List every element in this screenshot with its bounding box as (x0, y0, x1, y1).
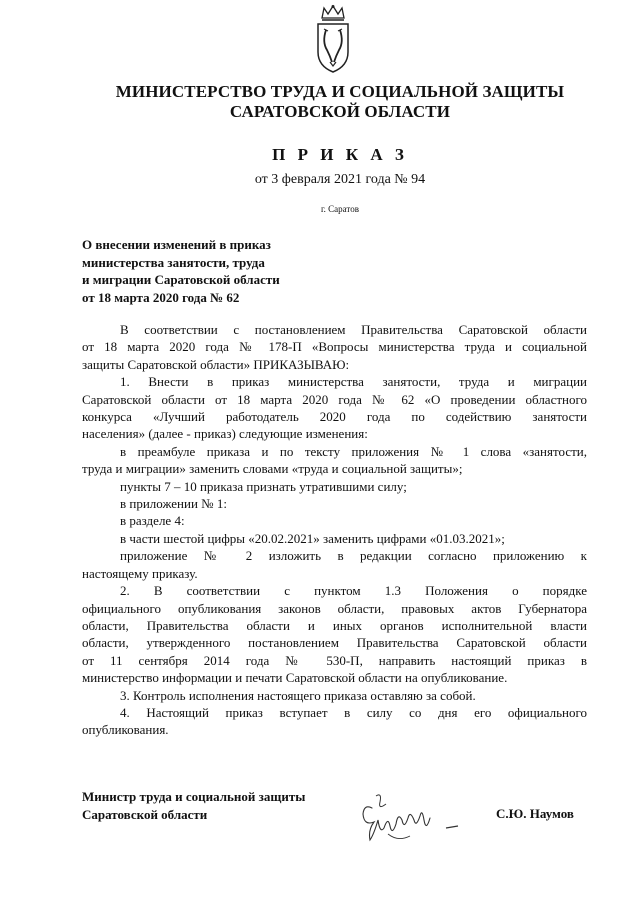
body-line: труда и миграции» заменить словами «труда и социальной защиты»; (82, 461, 463, 477)
signatory-title (82, 788, 305, 824)
body-line: В соответствии с постановлением Правительства Саратовской области (120, 322, 587, 337)
subject-line: министерства занятости, труда (82, 254, 265, 270)
body-line: конкурса «Лучший работодатель 2020 года по содействию занятости (82, 409, 587, 425)
body-line: от 11 сентября 2014 года № 530-П, направить настоящий приказ в (82, 652, 587, 668)
body-line: области, Правительства области и иных органов исполнительной власти (82, 617, 587, 633)
body-line: от 18 марта 2020 года № 178-П «Вопросы министерства труда и социальной (82, 339, 587, 355)
body-line: 4. Настоящий приказ вступает в силу со дня его официального (120, 704, 587, 720)
body-line: настоящему приказу. (82, 565, 198, 581)
subject-line: и миграции Саратовской области (82, 272, 280, 287)
subject-line: от 18 марта 2020 года № 62 (82, 289, 240, 305)
body-line: приложение № 2 изложить в редакции согласно приложению к (120, 548, 587, 564)
body-line: в разделе 4: (120, 513, 185, 529)
body-line: в части шестой цифры «20.02.2021» заменить цифрами «01.03.2021»; (120, 530, 505, 546)
handwritten-signature (358, 790, 468, 848)
body-line: в преамбуле приказа и по тексту приложения № 1 слова «занятости, (120, 443, 587, 459)
signatory-title-line2: Саратовской области (82, 807, 208, 822)
body-line: министерство информации и печати Саратовской области на опубликование. (82, 670, 508, 686)
ministry-name (60, 82, 620, 122)
body-line: официального опубликования законов области, правовых актов Губернатора (82, 600, 587, 616)
coat-of-arms-icon (310, 4, 356, 76)
body-line: 1. Внести в приказ министерства занятости, труда и миграции (120, 374, 587, 390)
order-subject (82, 236, 280, 306)
order-body (82, 321, 587, 739)
body-line: пункты 7 – 10 приказа признать утратившими силу; (120, 478, 407, 494)
body-line: 3. Контроль исполнения настоящего приказа оставляю за собой. (120, 687, 476, 703)
body-line: области, утвержденного постановлением Правительства Саратовской области (82, 635, 587, 651)
body-line: в приложении № 1: (120, 496, 227, 512)
signer-name: С.Ю. Наумов (496, 806, 574, 821)
body-line: населения» (далее - приказ) следующие изменения: (82, 426, 368, 442)
order-title: П Р И К А З (272, 145, 408, 164)
signatory-title-line1: Министр труда и социальной защиты (82, 789, 306, 804)
body-line: защиты Саратовской области» ПРИКАЗЫВАЮ: (82, 356, 350, 372)
body-line: Саратовской области от 18 марта 2020 года № 62 «О проведении областного (82, 391, 587, 407)
ministry-name-line1: МИНИСТЕРСТВО ТРУДА И СОЦИАЛЬНОЙ ЗАЩИТЫ (115, 82, 565, 101)
body-line: опубликования. (82, 722, 169, 738)
body-line: 2. В соответствии с пунктом 1.3 Положения о порядке (120, 583, 587, 599)
order-date: от 3 февраля 2021 года № 94 (254, 172, 426, 187)
ministry-name-line2: САРАТОВСКОЙ ОБЛАСТИ (229, 102, 451, 121)
city-label: г. Саратов (321, 204, 359, 214)
subject-line: О внесении изменений в приказ (82, 237, 271, 252)
